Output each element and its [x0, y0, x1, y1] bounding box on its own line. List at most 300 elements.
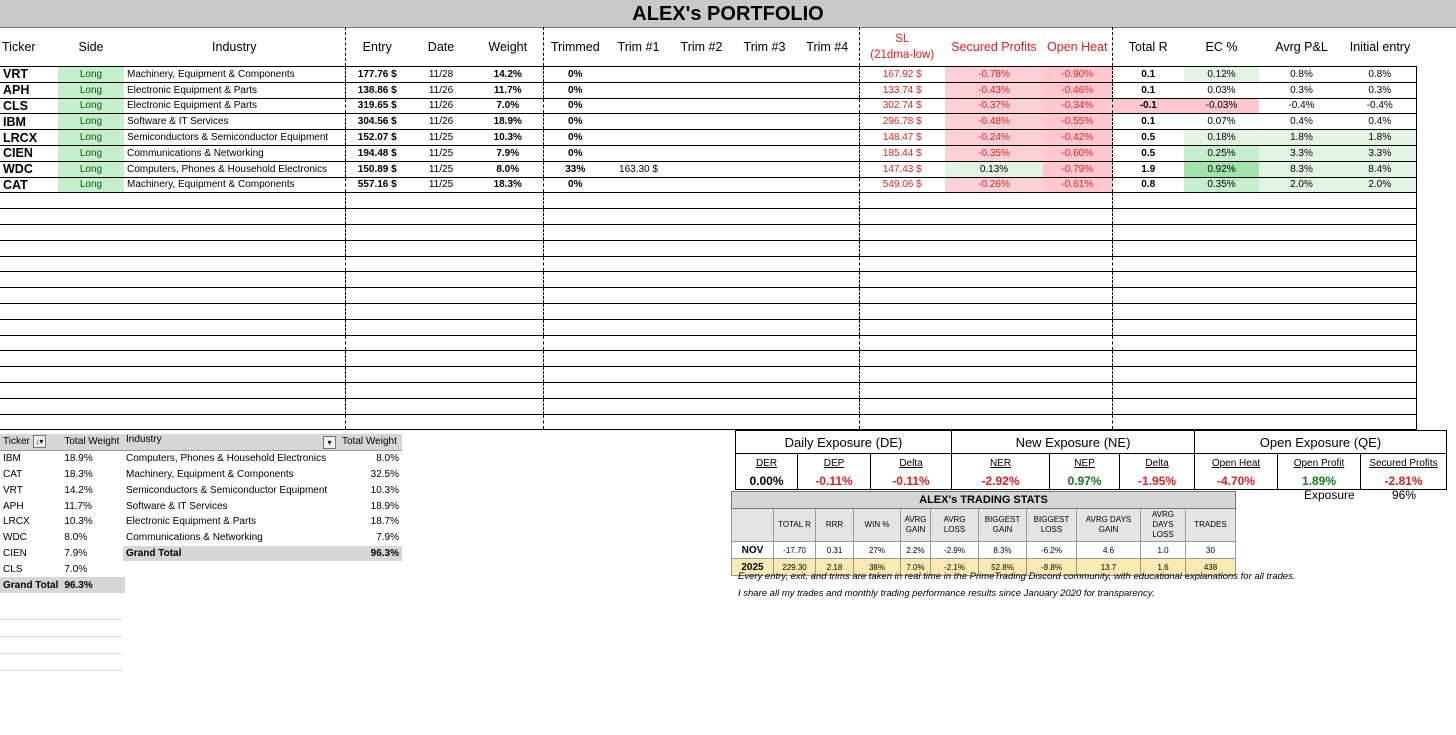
empty-cell[interactable] [1112, 414, 1184, 430]
empty-cell[interactable] [1112, 272, 1184, 288]
empty-cell[interactable] [1043, 414, 1112, 430]
empty-cell[interactable] [607, 367, 670, 383]
empty-cell[interactable] [58, 272, 124, 288]
cell-side[interactable]: Long [58, 145, 124, 161]
empty-cell[interactable] [473, 398, 543, 414]
empty-cell[interactable] [345, 240, 409, 256]
empty-cell[interactable] [607, 398, 670, 414]
cell-totalr[interactable]: 0.1 [1112, 67, 1184, 83]
empty-cell[interactable] [859, 224, 945, 240]
empty-row[interactable] [0, 303, 1416, 319]
pivot-industry-row[interactable] [123, 467, 402, 483]
empty-cell[interactable] [1043, 303, 1112, 319]
cell-trim4[interactable] [796, 67, 859, 83]
empty-cell[interactable] [543, 224, 607, 240]
empty-cell[interactable] [543, 288, 607, 304]
position-row[interactable] [0, 67, 1416, 83]
empty-cell[interactable] [409, 414, 473, 430]
cell-trim3[interactable] [733, 98, 796, 114]
empty-cell[interactable] [345, 367, 409, 383]
empty-cell[interactable] [1112, 209, 1184, 225]
empty-cell[interactable] [409, 335, 473, 351]
cell-trim3[interactable] [733, 67, 796, 83]
sort-filter-icon[interactable]: ↓▾ [33, 435, 46, 448]
cell-initial[interactable]: 8.4% [1344, 161, 1416, 177]
cell-date[interactable]: 11/28 [409, 67, 473, 83]
empty-cell[interactable] [1112, 288, 1184, 304]
empty-cell[interactable] [1344, 335, 1416, 351]
empty-cell[interactable] [345, 335, 409, 351]
empty-cell[interactable] [58, 303, 124, 319]
cell-weight[interactable]: 11.7% [473, 82, 543, 98]
cell-avrg[interactable]: 0.4% [1259, 114, 1344, 130]
cell-ec[interactable]: 0.25% [1184, 145, 1259, 161]
cell-trim3[interactable] [733, 177, 796, 193]
empty-cell[interactable] [58, 224, 124, 240]
empty-cell[interactable] [409, 272, 473, 288]
cell-industry[interactable]: Semiconductors & Semiconductor Equipment [124, 130, 345, 146]
empty-cell[interactable] [607, 382, 670, 398]
pivot-ticker-row[interactable] [0, 530, 125, 546]
empty-cell[interactable] [1112, 240, 1184, 256]
empty-cell[interactable] [543, 414, 607, 430]
empty-cell[interactable] [945, 272, 1043, 288]
empty-cell[interactable] [1043, 193, 1112, 209]
empty-cell[interactable] [1043, 367, 1112, 383]
empty-cell[interactable] [58, 335, 124, 351]
empty-cell[interactable] [0, 303, 58, 319]
cell-initial[interactable]: 0.3% [1344, 82, 1416, 98]
empty-cell[interactable] [473, 272, 543, 288]
cell-ec[interactable]: -0.03% [1184, 98, 1259, 114]
cell-trimmed[interactable]: 0% [543, 145, 607, 161]
cell-sl[interactable]: 296.78 $ [859, 114, 945, 130]
empty-cell[interactable] [473, 256, 543, 272]
empty-cell[interactable] [1043, 224, 1112, 240]
cell-ec[interactable]: 0.35% [1184, 177, 1259, 193]
col-side[interactable]: Side [78, 39, 104, 54]
cell-trim1[interactable] [607, 114, 670, 130]
cell-secured[interactable]: -0.37% [945, 98, 1043, 114]
cell-date[interactable]: 11/25 [409, 177, 473, 193]
empty-cell[interactable] [859, 319, 945, 335]
empty-cell[interactable] [796, 351, 859, 367]
empty-cell[interactable] [1112, 382, 1184, 398]
empty-cell[interactable] [543, 209, 607, 225]
empty-cell[interactable] [58, 256, 124, 272]
cell-entry[interactable]: 319.65 $ [345, 98, 409, 114]
empty-cell[interactable] [796, 272, 859, 288]
cell-trim2[interactable] [670, 67, 733, 83]
empty-cell[interactable] [796, 303, 859, 319]
empty-cell[interactable] [1344, 303, 1416, 319]
empty-cell[interactable] [670, 335, 733, 351]
empty-cell[interactable] [1344, 240, 1416, 256]
cell-industry[interactable]: Communications & Networking [124, 145, 345, 161]
empty-cell[interactable] [1259, 224, 1344, 240]
empty-cell[interactable] [124, 398, 345, 414]
cell-trim4[interactable] [796, 98, 859, 114]
empty-cell[interactable] [345, 414, 409, 430]
empty-cell[interactable] [1184, 209, 1259, 225]
cell-weight[interactable]: 10.3% [473, 130, 543, 146]
empty-cell[interactable] [859, 193, 945, 209]
cell-industry[interactable]: Machinery, Equipment & Components [124, 177, 345, 193]
empty-cell[interactable] [124, 303, 345, 319]
empty-cell[interactable] [945, 224, 1043, 240]
empty-row[interactable] [0, 351, 1416, 367]
empty-row[interactable] [0, 209, 1416, 225]
empty-cell[interactable] [543, 398, 607, 414]
empty-row[interactable] [0, 319, 1416, 335]
empty-cell[interactable] [607, 335, 670, 351]
empty-cell[interactable] [58, 351, 124, 367]
empty-cell[interactable] [0, 414, 58, 430]
empty-cell[interactable] [1043, 272, 1112, 288]
empty-cell[interactable] [796, 288, 859, 304]
empty-cell[interactable] [1259, 303, 1344, 319]
cell-totalr[interactable]: 0.8 [1112, 177, 1184, 193]
empty-cell[interactable] [859, 335, 945, 351]
col-secured[interactable]: Secured Profits [951, 39, 1037, 54]
empty-cell[interactable] [1112, 398, 1184, 414]
empty-cell[interactable] [543, 335, 607, 351]
pivot-industry-row[interactable] [123, 530, 402, 546]
empty-cell[interactable] [473, 351, 543, 367]
cell-date[interactable]: 11/26 [409, 98, 473, 114]
empty-cell[interactable] [124, 288, 345, 304]
empty-cell[interactable] [670, 414, 733, 430]
empty-cell[interactable] [670, 288, 733, 304]
empty-cell[interactable] [345, 193, 409, 209]
cell-avrg[interactable]: 1.8% [1259, 130, 1344, 146]
empty-cell[interactable] [859, 272, 945, 288]
cell-secured[interactable]: -0.43% [945, 82, 1043, 98]
col-trim2[interactable]: Trim #2 [680, 39, 723, 54]
empty-cell[interactable] [0, 382, 58, 398]
empty-cell[interactable] [859, 303, 945, 319]
empty-cell[interactable] [1112, 256, 1184, 272]
pivot-industry-weight-header[interactable]: Total Weight [339, 434, 402, 450]
col-ticker[interactable]: Ticker [2, 39, 36, 54]
empty-cell[interactable] [1043, 351, 1112, 367]
empty-cell[interactable] [859, 240, 945, 256]
cell-trim2[interactable] [670, 130, 733, 146]
cell-trim1[interactable] [607, 130, 670, 146]
empty-cell[interactable] [409, 351, 473, 367]
empty-cell[interactable] [1184, 319, 1259, 335]
cell-ticker[interactable]: CAT [0, 177, 58, 193]
empty-cell[interactable] [0, 319, 58, 335]
empty-row[interactable] [0, 414, 1416, 430]
empty-cell[interactable] [796, 367, 859, 383]
cell-weight[interactable]: 18.3% [473, 177, 543, 193]
cell-sl[interactable]: 302.74 $ [859, 98, 945, 114]
empty-row[interactable] [0, 256, 1416, 272]
position-row[interactable] [0, 114, 1416, 130]
position-row[interactable] [0, 82, 1416, 98]
empty-cell[interactable] [733, 319, 796, 335]
cell-trim1[interactable] [607, 67, 670, 83]
cell-heat[interactable]: -0.60% [1043, 145, 1112, 161]
cell-ticker[interactable]: CLS [0, 98, 58, 114]
empty-cell[interactable] [1259, 335, 1344, 351]
col-weight[interactable]: Weight [488, 39, 528, 54]
cell-entry[interactable]: 138.86 $ [345, 82, 409, 98]
cell-entry[interactable]: 304.56 $ [345, 114, 409, 130]
empty-cell[interactable] [733, 414, 796, 430]
empty-row[interactable] [0, 272, 1416, 288]
empty-cell[interactable] [124, 414, 345, 430]
empty-cell[interactable] [859, 367, 945, 383]
empty-cell[interactable] [345, 209, 409, 225]
empty-cell[interactable] [796, 224, 859, 240]
empty-cell[interactable] [345, 319, 409, 335]
empty-cell[interactable] [945, 319, 1043, 335]
empty-cell[interactable] [124, 382, 345, 398]
cell-sl[interactable]: 549.06 $ [859, 177, 945, 193]
cell-heat[interactable]: -0.34% [1043, 98, 1112, 114]
empty-cell[interactable] [1184, 193, 1259, 209]
empty-cell[interactable] [0, 209, 58, 225]
pivot-industry-row[interactable] [123, 514, 402, 530]
empty-cell[interactable] [58, 193, 124, 209]
empty-cell[interactable] [859, 288, 945, 304]
empty-cell[interactable] [1344, 224, 1416, 240]
empty-cell[interactable] [733, 303, 796, 319]
empty-cell[interactable] [1184, 288, 1259, 304]
empty-cell[interactable] [409, 398, 473, 414]
empty-cell[interactable] [607, 193, 670, 209]
empty-cell[interactable] [1259, 240, 1344, 256]
empty-cell[interactable] [345, 351, 409, 367]
empty-row[interactable] [0, 224, 1416, 240]
cell-initial[interactable]: 2.0% [1344, 177, 1416, 193]
empty-cell[interactable] [945, 351, 1043, 367]
empty-cell[interactable] [124, 351, 345, 367]
empty-cell[interactable] [1344, 367, 1416, 383]
cell-trimmed[interactable]: 0% [543, 130, 607, 146]
empty-cell[interactable] [1043, 319, 1112, 335]
empty-cell[interactable] [670, 319, 733, 335]
position-row[interactable] [0, 145, 1416, 161]
cell-trim4[interactable] [796, 114, 859, 130]
empty-cell[interactable] [945, 335, 1043, 351]
cell-trim3[interactable] [733, 161, 796, 177]
empty-cell[interactable] [543, 303, 607, 319]
empty-row[interactable] [0, 367, 1416, 383]
cell-date[interactable]: 11/25 [409, 130, 473, 146]
col-totalr[interactable]: Total R [1128, 39, 1168, 54]
empty-cell[interactable] [1043, 382, 1112, 398]
empty-cell[interactable] [124, 367, 345, 383]
empty-cell[interactable] [1112, 367, 1184, 383]
cell-date[interactable]: 11/25 [409, 145, 473, 161]
empty-cell[interactable] [543, 367, 607, 383]
empty-cell[interactable] [1259, 209, 1344, 225]
empty-cell[interactable] [1259, 414, 1344, 430]
empty-cell[interactable] [607, 288, 670, 304]
cell-trim2[interactable] [670, 82, 733, 98]
col-ec[interactable]: EC % [1205, 39, 1238, 54]
empty-cell[interactable] [1184, 351, 1259, 367]
empty-cell[interactable] [670, 193, 733, 209]
col-trimmed[interactable]: Trimmed [543, 27, 607, 67]
cell-sl[interactable]: 185.44 $ [859, 145, 945, 161]
empty-cell[interactable] [409, 382, 473, 398]
empty-cell[interactable] [1344, 414, 1416, 430]
empty-cell[interactable] [607, 224, 670, 240]
empty-cell[interactable] [473, 209, 543, 225]
cell-trim4[interactable] [796, 130, 859, 146]
cell-industry[interactable]: Software & IT Services [124, 114, 345, 130]
empty-cell[interactable] [543, 256, 607, 272]
empty-cell[interactable] [1043, 209, 1112, 225]
empty-cell[interactable] [945, 193, 1043, 209]
cell-avrg[interactable]: 2.0% [1259, 177, 1344, 193]
empty-cell[interactable] [1184, 272, 1259, 288]
cell-entry[interactable]: 557.16 $ [345, 177, 409, 193]
empty-cell[interactable] [473, 319, 543, 335]
empty-cell[interactable] [859, 382, 945, 398]
empty-cell[interactable] [1344, 288, 1416, 304]
cell-trim1[interactable]: 163.30 $ [607, 161, 670, 177]
empty-cell[interactable] [473, 193, 543, 209]
cell-entry[interactable]: 152.07 $ [345, 130, 409, 146]
empty-cell[interactable] [473, 288, 543, 304]
empty-cell[interactable] [796, 335, 859, 351]
empty-cell[interactable] [124, 272, 345, 288]
empty-cell[interactable] [607, 351, 670, 367]
cell-weight[interactable]: 8.0% [473, 161, 543, 177]
cell-side[interactable]: Long [58, 161, 124, 177]
empty-cell[interactable] [796, 414, 859, 430]
empty-cell[interactable] [1043, 256, 1112, 272]
empty-cell[interactable] [1184, 398, 1259, 414]
col-initial[interactable]: Initial entry [1349, 39, 1411, 54]
cell-weight[interactable]: 14.2% [473, 67, 543, 83]
empty-cell[interactable] [670, 224, 733, 240]
cell-trim3[interactable] [733, 82, 796, 98]
empty-cell[interactable] [409, 367, 473, 383]
cell-heat[interactable]: -0.61% [1043, 177, 1112, 193]
empty-cell[interactable] [859, 256, 945, 272]
empty-cell[interactable] [1344, 382, 1416, 398]
empty-cell[interactable] [409, 193, 473, 209]
cell-ec[interactable]: 0.18% [1184, 130, 1259, 146]
cell-totalr[interactable]: -0.1 [1112, 98, 1184, 114]
pivot-industry-row[interactable] [123, 450, 402, 466]
empty-cell[interactable] [1259, 288, 1344, 304]
empty-cell[interactable] [607, 319, 670, 335]
cell-sl[interactable]: 133.74 $ [859, 82, 945, 98]
cell-trim1[interactable] [607, 145, 670, 161]
empty-cell[interactable] [543, 382, 607, 398]
empty-cell[interactable] [796, 240, 859, 256]
empty-cell[interactable] [1184, 382, 1259, 398]
empty-cell[interactable] [1344, 319, 1416, 335]
cell-trimmed[interactable]: 0% [543, 67, 607, 83]
empty-cell[interactable] [607, 414, 670, 430]
empty-row[interactable] [0, 240, 1416, 256]
empty-cell[interactable] [473, 303, 543, 319]
empty-cell[interactable] [409, 224, 473, 240]
empty-cell[interactable] [607, 272, 670, 288]
empty-cell[interactable] [670, 367, 733, 383]
empty-cell[interactable] [345, 303, 409, 319]
empty-row[interactable] [0, 382, 1416, 398]
empty-cell[interactable] [945, 303, 1043, 319]
empty-cell[interactable] [945, 382, 1043, 398]
empty-cell[interactable] [733, 351, 796, 367]
col-avrg[interactable]: Avrg P&L [1275, 39, 1328, 54]
cell-initial[interactable]: 3.3% [1344, 145, 1416, 161]
empty-cell[interactable] [670, 351, 733, 367]
pivot-weight-header[interactable]: Total Weight [61, 434, 125, 450]
empty-cell[interactable] [543, 240, 607, 256]
empty-cell[interactable] [1184, 240, 1259, 256]
empty-cell[interactable] [409, 303, 473, 319]
cell-sl[interactable]: 148.47 $ [859, 130, 945, 146]
empty-cell[interactable] [733, 367, 796, 383]
empty-cell[interactable] [473, 240, 543, 256]
empty-cell[interactable] [1344, 398, 1416, 414]
empty-cell[interactable] [0, 224, 58, 240]
empty-cell[interactable] [1184, 224, 1259, 240]
cell-entry[interactable]: 150.89 $ [345, 161, 409, 177]
cell-side[interactable]: Long [58, 177, 124, 193]
cell-trim3[interactable] [733, 130, 796, 146]
empty-cell[interactable] [124, 209, 345, 225]
empty-cell[interactable] [124, 240, 345, 256]
empty-cell[interactable] [607, 240, 670, 256]
empty-cell[interactable] [0, 351, 58, 367]
empty-cell[interactable] [796, 398, 859, 414]
cell-side[interactable]: Long [58, 114, 124, 130]
cell-totalr[interactable]: 1.9 [1112, 161, 1184, 177]
empty-cell[interactable] [1259, 256, 1344, 272]
empty-cell[interactable] [1259, 319, 1344, 335]
empty-cell[interactable] [1259, 193, 1344, 209]
empty-cell[interactable] [733, 272, 796, 288]
empty-cell[interactable] [58, 288, 124, 304]
empty-cell[interactable] [473, 382, 543, 398]
cell-trim4[interactable] [796, 177, 859, 193]
cell-secured[interactable]: -0.48% [945, 114, 1043, 130]
cell-weight[interactable]: 18.9% [473, 114, 543, 130]
empty-cell[interactable] [945, 367, 1043, 383]
empty-cell[interactable] [733, 288, 796, 304]
cell-heat[interactable]: -0.90% [1043, 67, 1112, 83]
col-trim1[interactable]: Trim #1 [617, 39, 660, 54]
cell-secured[interactable]: -0.35% [945, 145, 1043, 161]
pivot-ticker-row[interactable] [0, 514, 125, 530]
empty-cell[interactable] [345, 256, 409, 272]
pivot-industry-row[interactable] [123, 482, 402, 498]
empty-cell[interactable] [58, 240, 124, 256]
empty-cell[interactable] [670, 256, 733, 272]
cell-initial[interactable]: 1.8% [1344, 130, 1416, 146]
cell-secured[interactable]: -0.78% [945, 67, 1043, 83]
cell-initial[interactable]: 0.4% [1344, 114, 1416, 130]
empty-cell[interactable] [473, 335, 543, 351]
cell-totalr[interactable]: 0.1 [1112, 82, 1184, 98]
cell-heat[interactable]: -0.55% [1043, 114, 1112, 130]
empty-cell[interactable] [345, 398, 409, 414]
empty-row[interactable] [0, 335, 1416, 351]
empty-cell[interactable] [345, 224, 409, 240]
cell-trim3[interactable] [733, 114, 796, 130]
